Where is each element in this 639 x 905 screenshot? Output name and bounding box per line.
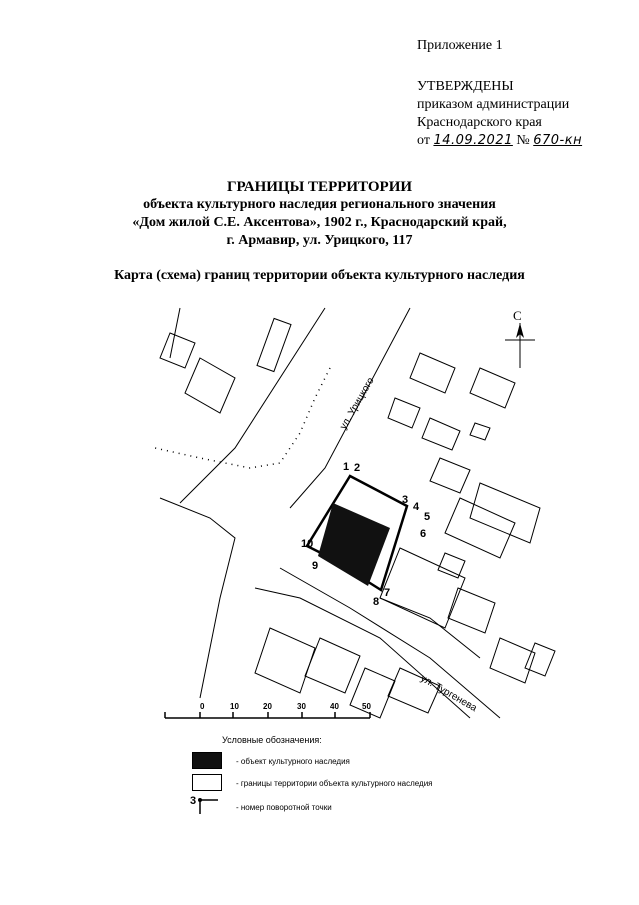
- street-edge: [180, 308, 325, 503]
- scale-label: 40: [330, 702, 339, 711]
- approved-title: УТВЕРЖДЕНЫ: [417, 79, 514, 94]
- point-label: 4: [413, 501, 420, 513]
- building: [350, 668, 395, 718]
- legend-boundary-text: - границы территории объекта культурного наследия: [236, 779, 433, 788]
- building: [380, 548, 465, 628]
- street-edge: [255, 588, 470, 718]
- point-label: 8: [373, 596, 380, 608]
- legend-point-text: - номер поворотной точки: [236, 803, 332, 812]
- point-label: 6: [420, 528, 427, 540]
- approval-date-line: [417, 132, 582, 150]
- building: [448, 588, 495, 633]
- scale-bar: [165, 712, 370, 718]
- point-label: 5: [424, 511, 431, 523]
- approved-line1: приказом администрации: [417, 97, 570, 112]
- title-line2: объекта культурного наследия регионального значения: [143, 197, 496, 212]
- point-label: 9: [312, 560, 319, 572]
- building: [422, 418, 460, 450]
- legend-point-sample: 3: [190, 795, 197, 807]
- point-label: 7: [384, 587, 391, 599]
- building: [470, 368, 515, 408]
- territory-map: [140, 298, 610, 740]
- number-prefix: №: [516, 133, 530, 148]
- legend-title: Условные обозначения:: [222, 735, 322, 745]
- title-line1: ГРАНИЦЫ ТЕРРИТОРИИ: [226, 179, 413, 195]
- scale-label: 50: [362, 702, 371, 711]
- point-label: 2: [354, 462, 361, 474]
- building: [430, 458, 470, 493]
- street-label-turgeneva: ул. Тургенева: [418, 673, 479, 715]
- point-label: 1: [343, 461, 350, 473]
- approval-block: [417, 78, 582, 150]
- date-value: 14.09.2021: [433, 133, 513, 148]
- appendix-label: Приложение 1: [417, 38, 503, 53]
- building: [257, 318, 291, 371]
- building: [185, 358, 235, 413]
- legend-point-icon: [198, 796, 222, 816]
- point-label: 3: [402, 494, 409, 506]
- number-value: 670-кн: [533, 133, 583, 148]
- scale-label: 0: [200, 702, 205, 711]
- building: [445, 498, 515, 558]
- document-title: [0, 178, 639, 250]
- scale-label: 20: [263, 702, 272, 711]
- building: [160, 333, 195, 368]
- approved-line2: Краснодарского края: [417, 115, 542, 130]
- scale-label: 30: [297, 702, 306, 711]
- building: [470, 423, 490, 440]
- building: [388, 398, 420, 428]
- point-label: 10: [301, 538, 314, 550]
- map-caption: Карта (схема) границ территории объекта культурного наследия: [114, 268, 525, 283]
- legend-object-swatch: [192, 752, 222, 769]
- title-line4: г. Армавир, ул. Урицкого, 117: [226, 233, 413, 248]
- building: [438, 553, 465, 578]
- dotted-line: [155, 368, 330, 468]
- north-label: С: [513, 308, 522, 323]
- title-line3: «Дом жилой С.Е. Аксентова», 1902 г., Краснодарский край,: [132, 215, 507, 230]
- street-edge: [380, 598, 480, 658]
- building: [305, 638, 360, 693]
- scale-label: 10: [230, 702, 239, 711]
- street-edge: [170, 308, 180, 358]
- street-label-uritskogo: ул. Урицкого: [338, 375, 377, 432]
- building: [255, 628, 315, 693]
- legend-boundary-swatch: [192, 774, 222, 791]
- legend-object-text: - объект культурного наследия: [236, 757, 350, 766]
- heritage-object: [318, 503, 390, 586]
- building: [410, 353, 455, 393]
- street-edge: [160, 498, 235, 698]
- date-prefix: от: [417, 133, 430, 148]
- building: [470, 483, 540, 543]
